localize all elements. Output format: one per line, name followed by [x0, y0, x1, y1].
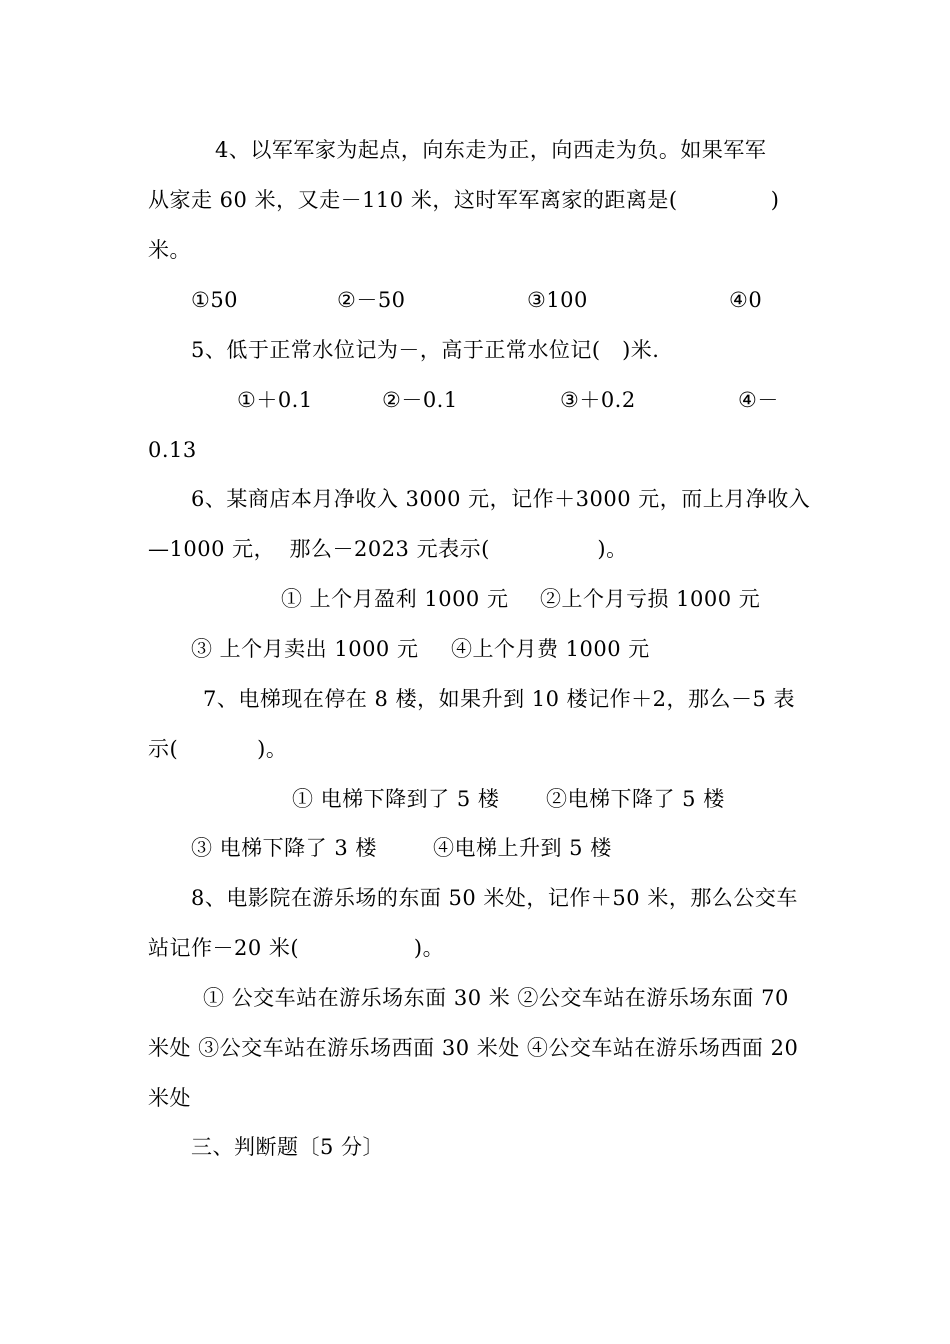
question-4-option-1: ①50 — [191, 288, 239, 312]
question-4-option-3: ③100 — [527, 288, 588, 312]
question-4-text-cont: 从家走 60 米，又走－110 米，这时军军离家的距离是( ) — [148, 188, 780, 212]
question-7-option-2: ②电梯下降了 5 楼 — [546, 787, 725, 811]
question-6-option-4: ④上个月费 1000 元 — [451, 637, 650, 661]
question-7-text-cont: 示( )。 — [148, 737, 288, 761]
question-4-option-4: ④0 — [729, 288, 763, 312]
question-8-options-line-1: ① 公交车站在游乐场东面 30 米 ②公交车站在游乐场东面 70 — [203, 986, 789, 1010]
question-7-option-1: ① 电梯下降到了 5 楼 — [292, 787, 500, 811]
question-4-option-2: ②－50 — [337, 288, 406, 312]
question-6-text-cont: —1000 元， 那么－2023 元表示( )。 — [148, 537, 628, 561]
question-8-options-line-2: 米处 ③公交车站在游乐场西面 30 米处 ④公交车站在游乐场西面 20 — [148, 1036, 799, 1060]
question-7-text: 7、电梯现在停在 8 楼，如果升到 10 楼记作＋2，那么－5 表 — [203, 687, 796, 711]
question-6-option-3: ③ 上个月卖出 1000 元 — [191, 637, 419, 661]
section-3-heading: 三、判断题〔5 分〕 — [191, 1135, 385, 1159]
question-6-text: 6、某商店本月净收入 3000 元，记作＋3000 元，而上月净收入 — [191, 487, 811, 511]
question-6-option-2: ②上个月亏损 1000 元 — [540, 587, 761, 611]
question-8-options-line-3: 米处 — [148, 1086, 191, 1110]
question-7-option-3: ③ 电梯下降了 3 楼 — [191, 836, 377, 860]
question-5-option-1: ①＋0.1 — [237, 388, 313, 412]
question-4-text-end: 米。 — [148, 238, 191, 262]
question-5-option-4-cont: 0.13 — [148, 438, 197, 462]
question-8-text: 8、电影院在游乐场的东面 50 米处，记作＋50 米，那么公交车 — [191, 886, 798, 910]
question-5-option-2: ②－0.1 — [382, 388, 458, 412]
question-5-option-3: ③＋0.2 — [560, 388, 636, 412]
question-7-option-4: ④电梯上升到 5 楼 — [433, 836, 612, 860]
question-4-text: 4、以军军家为起点，向东走为正，向西走为负。如果军军 — [215, 138, 767, 162]
question-6-option-1: ① 上个月盈利 1000 元 — [281, 587, 509, 611]
question-5-text: 5、低于正常水位记为－，高于正常水位记( )米. — [191, 338, 660, 362]
question-5-option-4: ④－ — [738, 388, 779, 412]
question-8-text-cont: 站记作－20 米( )。 — [148, 936, 445, 960]
